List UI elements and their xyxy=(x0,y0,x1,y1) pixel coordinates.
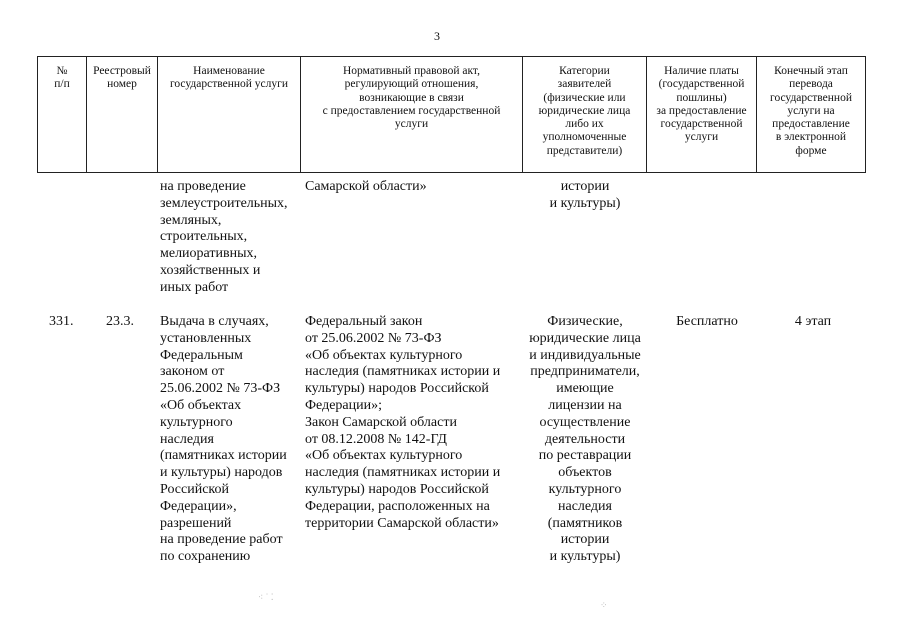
header-legal-act: Нормативный правовой акт, регулирующий отношения, возникающие в связи с предоставлением государственной услуги xyxy=(322,65,501,131)
scan-artifact: ⁘ xyxy=(600,600,608,610)
header-final-stage: Конечный этап перевода государственной услуги на предоставление в электронной форме xyxy=(770,65,852,157)
header-num: № п/п xyxy=(54,65,70,91)
header-service-name: Наименование государственной услуги xyxy=(169,65,289,91)
row-applicants: Физические, юридические лица и индивидуальные предприниматели, имеющие лицензии на осуществление деятельности по реставрации объектов культурного наследия (памятников истории и культуры) xyxy=(529,314,641,565)
row-legal-act: Федеральный закон от 25.06.2002 № 73-ФЗ «Об объектах культурного наследия (памятниках истории и культуры) народов Российской Федерации»; Закон Самарской области от 08.12.2008 № 142-ГД «Об объектах культурного наследия (памятниках истории и культуры) народов Российской Федерации, расположенных на территории Самарской области» xyxy=(305,314,501,531)
row-num: 331. xyxy=(49,314,74,329)
table-header xyxy=(37,56,866,173)
row-final-stage: 4 этап xyxy=(794,314,832,329)
header-fee: Наличие платы (государственной пошлины) за предоставление государственной услуги xyxy=(656,65,747,144)
continued-applicants: истории и культуры) xyxy=(549,179,621,211)
header-applicants: Категории заявителей (физические или юридические лица либо их уполномоченные представители) xyxy=(538,65,631,157)
continued-service-name: на проведение землеустроительных, земляных, строительных, мелиоративных, хозяйственных и иных работ xyxy=(160,179,288,295)
row-service-name: Выдача в случаях, установленных Федеральным законом от 25.06.2002 № 73-ФЗ «Об объектах культурного наследия (памятниках истории и культуры) народов Российской Федерации», разрешений на проведение работ по сохранению xyxy=(160,314,287,565)
row-registry: 23.3. xyxy=(106,314,134,329)
continued-legal-act: Самарской области» xyxy=(305,179,427,194)
row-fee: Бесплатно xyxy=(676,314,738,329)
scan-artifact: ⁖ ˙ ⁚ xyxy=(258,592,274,602)
page-number: 3 xyxy=(434,29,440,43)
header-registry: Реестровый номер xyxy=(93,65,151,91)
